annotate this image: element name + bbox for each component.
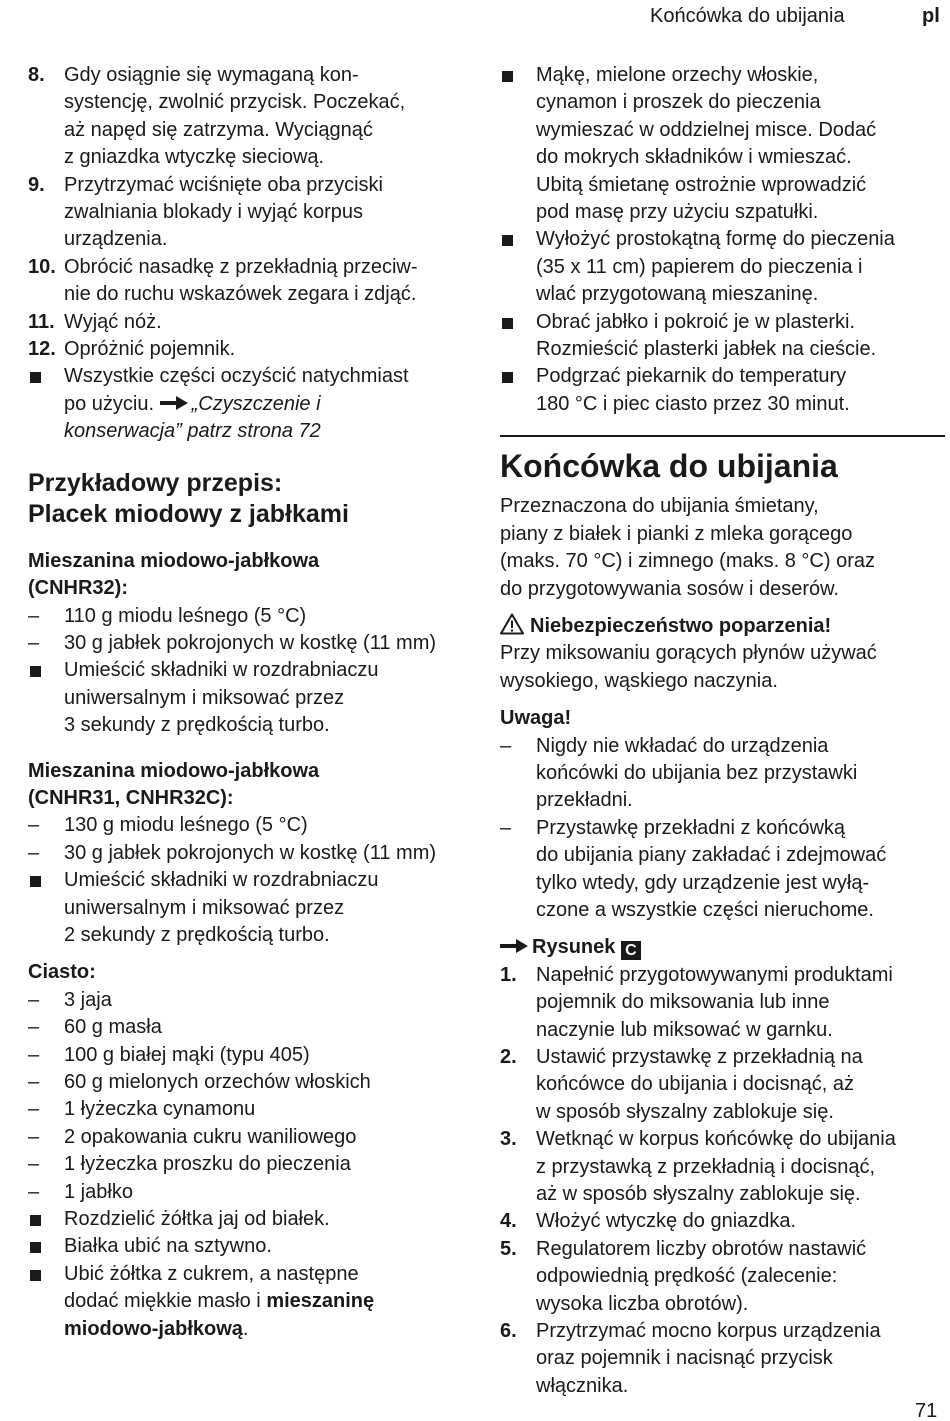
bullet-square-icon [30,876,41,887]
text-line: Przytrzymać mocno korpus urządzenia [536,1320,881,1343]
text-line: zwalniania blokady i wyjąć korpus [64,201,364,224]
bullet-item [28,1206,473,1233]
bullet-square-icon [30,1242,41,1253]
mix2-instruction: Umieścić składniki w rozdrabniaczu uniwersalnym i miksować przez 2 sekundy z prędkością turbo. [28,867,473,949]
text-line: Przytrzymać wciśnięte oba przyciski [64,173,383,196]
left-column [28,62,473,1343]
mix2-ingredients [28,812,473,867]
step-number: 8. [28,64,45,86]
dough-ingredients [28,987,473,1206]
dash-item [28,1014,473,1041]
text-line: Włożyć wtyczkę do gniazdka. [536,1210,797,1233]
text-line: Mąkę, mielone orzechy włoskie, [536,64,819,86]
text-line: 2 opakowania cukru waniliowego [64,1125,357,1148]
cleaning-reference-cont[interactable]: konserwacja” patrz strona 72 [64,420,321,443]
step-number: 9. [28,173,45,196]
text-line: w sposób słyszalny zablokuje się. [536,1100,834,1123]
dash-marker: – [28,841,40,864]
text-line: wysoka liczba obrotów). [536,1292,749,1315]
figure-reference[interactable]: Rysunek C [500,934,945,961]
text-line: 1 łyżeczka cynamonu [64,1098,256,1121]
mix2-heading: Mieszanina miodowo-jabłkowa (CNHR31, CNHR32C): [28,759,320,809]
text-line: Gdy osiągnie się wymaganą kon- [64,64,359,86]
text-line: Regulatorem liczby obrotów nastawić [536,1237,867,1260]
text-line: 1 łyżeczka proszku do pieczenia [64,1153,351,1176]
bullet-square-icon [502,372,513,383]
text-line: Napełnić przygotowywanymi produktami [536,963,893,986]
cleaning-reference[interactable]: „Czyszczenie i [191,392,321,415]
dash-marker: – [28,1180,40,1203]
text-line: 130 g miodu leśnego (5 °C) [64,814,308,837]
step-number: 11. [28,310,55,333]
text-line: Rozmieścić plasterki jabłek na cieście. [536,338,877,361]
text-line: Rozdzielić żółtka jaj od białek. [64,1208,330,1231]
text-line: urządzenia. [64,228,168,251]
text-line: wlać przygotowaną mieszaninę. [536,283,819,306]
step-item [28,254,473,309]
dash-item [500,815,945,925]
right-column [500,62,945,1400]
dash-item [28,1096,473,1123]
bullet-square-icon [502,71,513,82]
text-line: Przystawkę przekładni z końcówką [536,816,846,839]
step-number: 4. [500,1210,517,1233]
section-divider [500,435,945,437]
arrow-right-icon [500,939,528,953]
step-number: 1. [500,963,517,986]
text-line: piany z białek i pianki z mleka gorącego [500,522,853,545]
step-item [28,309,473,336]
text-line: pojemnik do miksowania lub inne [536,991,830,1014]
text-line: Opróżnić pojemnik. [64,338,236,361]
bullet-item [28,1233,473,1260]
text-line: końcówki do ubijania bez przystawki [536,761,858,784]
step-number: 3. [500,1128,517,1151]
text-line: 3 jaja [64,988,112,1011]
figure-letter-box: C [621,941,641,960]
text-line: Przy miksowaniu gorących płynów używać [500,642,877,665]
text-line: cynamon i proszek do pieczenia [536,91,821,114]
mix1-heading: Mieszanina miodowo-jabłkowa (CNHR32): [28,549,320,600]
step-number: 12. [28,338,56,361]
step-number: 10. [28,255,56,278]
dash-item [28,1124,473,1151]
text-line: Wyjąć nóż. [64,310,162,333]
dash-item [28,1151,473,1178]
arrow-right-icon [160,396,188,410]
text-line: 180 °C i piec ciasto przez 30 minut. [536,392,850,415]
text-line: Podgrzać piekarnik do temperatury [536,365,847,388]
text-line: wymieszać w oddzielnej misce. Dodać [536,118,877,141]
text-line: aż w sposób słyszalny zablokuje się. [536,1183,861,1206]
text-line: Nigdy nie wkładać do urządzenia [536,734,829,757]
text-line: do ubijania piany zakładać i zdejmować [536,844,887,867]
step-item [500,1126,945,1208]
text-line: systencję, zwolnić przycisk. Poczekać, [64,91,406,114]
text-line: z przystawką z przekładnią i docisnąć, [536,1155,876,1178]
dash-marker: – [28,1071,40,1093]
clean-note-line: po użyciu. „Czyszczenie i [64,392,321,415]
dough-steps [28,1206,473,1261]
step-item [28,336,473,363]
mix1-ingredients [28,603,473,658]
step-item [28,62,473,172]
danger-heading: Niebezpieczeństwo poparzenia! [500,613,945,640]
text-line: 60 g mielonych orzechów włoskich [64,1071,371,1093]
dough-final-step: Ubić żółtka z cukrem, a następne dodać miękkie masło i mieszaninę miodowo-jabłkową. [28,1261,473,1343]
bullet-square-icon [502,318,513,329]
text-line: aż napęd się zatrzyma. Wyciągnąć [64,118,373,141]
dash-item [500,733,945,815]
dash-item [28,1069,473,1096]
text-line: 60 g masła [64,1016,162,1039]
text-line: z gniazdka wtyczkę sieciową. [64,146,325,169]
text-line: przekładni. [536,789,633,812]
text-line: Ubitą śmietanę ostrożnie wprowadzić [536,173,867,196]
mix1-instruction: Umieścić składniki w rozdrabniaczu uniwersalnym i miksować przez 3 sekundy z prędkością turbo. [28,657,473,739]
bullet-square-icon [30,372,41,383]
whisk-steps [500,962,945,1401]
dash-marker: – [28,1043,40,1066]
text-line: 110 g miodu leśnego (5 °C) [64,604,307,627]
section-title: Końcówka do ubijania [500,448,838,485]
text-line: oraz pojemnik i nacisnąć przycisk [536,1347,833,1370]
text-line: końcówce do ubijania i docisnąć, aż [536,1073,854,1096]
dash-item [28,812,473,839]
dash-item [28,603,473,630]
text-line: tylko wtedy, gdy urządzenie jest wyłą- [536,871,870,894]
dash-marker: – [28,631,40,654]
dash-item [28,987,473,1014]
text-line: włącznika. [536,1374,629,1397]
dash-marker: – [28,814,40,837]
disassembly-steps [28,62,473,363]
text-line: nie do ruchu wskazówek zegara i zdjąć. [64,283,417,306]
text-line: naczynie lub miksować w garnku. [536,1018,833,1041]
text-line: odpowiednią prędkość (zalecenie: [536,1265,838,1288]
text-line: 100 g białej mąki (typu 405) [64,1043,310,1066]
text-line: 30 g jabłek pokrojonych w kostkę (11 mm) [64,841,437,864]
clean-note [28,363,473,445]
bullet-square-icon [30,666,41,677]
dash-marker: – [28,988,40,1011]
step-item [500,1236,945,1318]
bullet-square-icon [30,1270,41,1281]
text-line: 30 g jabłek pokrojonych w kostkę (11 mm) [64,631,437,654]
bullet-item [500,62,945,226]
dash-item [28,840,473,867]
clean-note-line: Wszystkie części oczyścić natychmiast [64,365,409,388]
bullet-item [500,309,945,364]
bullet-square-icon [502,235,513,246]
dough-heading: Ciasto: [28,961,96,984]
dash-item [28,1042,473,1069]
bullet-square-icon [30,1215,41,1226]
page-number: 71 [915,1400,938,1421]
bullet-item [500,226,945,308]
step-number: 5. [500,1237,517,1260]
step-number: 2. [500,1046,517,1068]
step-item [500,1208,945,1235]
step-item [500,962,945,1044]
header-title: Końcówka do ubijania [650,5,845,27]
text-line: (maks. 70 °C) i zimnego (maks. 8 °C) oraz [500,550,875,573]
note-heading: Uwaga! [500,707,572,730]
step-item [500,1318,945,1400]
text-line: Przeznaczona do ubijania śmietany, [500,495,819,518]
text-line: Wetknąć w korpus końcówkę do ubijania [536,1128,896,1151]
text-line: do mokrych składników i wmieszać. [536,146,852,169]
header-language: pl [922,5,940,27]
text-line: Obrócić nasadkę z przekładnią przeciw- [64,255,418,278]
note-list [500,733,945,925]
step-number: 6. [500,1320,517,1343]
step-item [28,172,473,254]
dash-marker: – [28,1016,40,1039]
text-line: Białka ubić na sztywno. [64,1235,272,1258]
text-line: (35 x 11 cm) papierem do pieczenia i [536,255,863,278]
dash-marker: – [28,1153,40,1176]
baking-steps [500,62,945,418]
dash-item [28,630,473,657]
text-line: wysokiego, wąskiego naczynia. [500,669,778,692]
warning-triangle-icon [500,613,524,635]
text-line: do przygotowywania sosów i deserów. [500,577,840,600]
text-line: pod masę przy użyciu szpatułki. [536,201,819,224]
dash-marker: – [500,816,512,839]
dash-marker: – [28,1125,40,1148]
section-intro [500,493,945,603]
text-line: Wyłożyć prostokątną formę do pieczenia [536,228,895,251]
recipe-title: Przykładowy przepis: Placek miodowy z jabłkami [28,468,349,528]
bullet-item [500,363,945,418]
dash-marker: – [28,604,40,627]
text-line: Ustawić przystawkę z przekładnią na [536,1046,863,1068]
dash-item [28,1179,473,1206]
dash-marker: – [500,734,512,757]
text-line: Obrać jabłko i pokroić je w plasterki. [536,310,856,333]
step-item [500,1044,945,1126]
dash-marker: – [28,1098,40,1121]
text-line: 1 jabłko [64,1180,133,1203]
text-line: czone a wszystkie części nieruchome. [536,898,874,921]
danger-text [500,640,945,695]
